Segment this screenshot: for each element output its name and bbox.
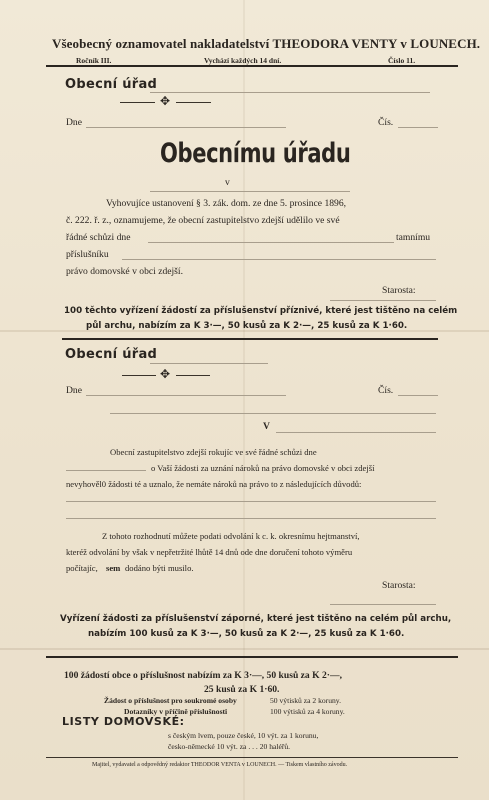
form1-office-title: Obecní úřad — [65, 77, 158, 92]
form1-paragraph: řádné schůzi dne — [66, 232, 131, 243]
ornament-rule — [176, 102, 211, 103]
footer-questionnaire: Dotazníky v příčině příslušnosti — [124, 707, 228, 716]
signature-fill-line — [330, 300, 436, 301]
form2-signature-label: Starosta: — [382, 580, 416, 591]
fill-line — [66, 518, 436, 519]
footer-offer: 25 kusů za K 1·60. — [204, 684, 280, 695]
form1-ad-text: 100 těchto vyřízení žádostí za příslušenství příznivé, které jest tištěno na celém — [64, 306, 458, 316]
imprint-line: Majitel, vydavatel a odpovědný redaktor THEODOR VENTA v LOUNECH. — Tiskem vlastního závodu. — [92, 762, 348, 768]
fill-line — [66, 470, 146, 471]
ornament-rule — [120, 102, 155, 103]
volume-label: Ročník III. — [76, 56, 112, 65]
footer-listy-item: s českým lvem, pouze české, 10 výt. za 1 korunu, — [168, 731, 319, 740]
ornament-rule — [176, 375, 210, 376]
signature-fill-line — [330, 604, 436, 605]
form1-paragraph: Vyhovujíce ustanovení § 3. zák. dom. ze dne 5. prosince 1896, — [106, 198, 347, 209]
fill-line — [150, 92, 430, 93]
form1-paragraph: příslušníku — [66, 249, 109, 260]
fill-line — [66, 501, 436, 502]
footer-private-offer: Žádost o příslušnost pro soukromé osoby — [104, 696, 237, 705]
footer-offer: 100 žádostí obce o příslušnost nabízím za K 3·—, 50 kusů za K 2·—, — [64, 670, 342, 681]
place-fill-line — [150, 191, 350, 192]
date-fill-line — [86, 127, 286, 128]
ornament-icon: ✥ — [160, 94, 171, 108]
form1-date-label: Dne — [66, 117, 82, 128]
imprint-rule — [46, 757, 458, 758]
form2-paragraph: nevyhověl0 žádosti té a uznalo, že nemáte nároků na právo to z následujících důvodů: — [66, 479, 362, 489]
footer-questionnaire-price: 100 výtisků za 4 koruny. — [270, 707, 345, 716]
ornament-icon: ✥ — [160, 367, 171, 381]
fill-line — [148, 242, 394, 243]
section-divider — [62, 338, 438, 340]
form2-appeal-text: Z tohoto rozhodnutí můžete podati odvolání k c. k. okresnímu hejtmanství, — [102, 531, 360, 541]
form1-signature-label: Starosta: — [382, 285, 416, 296]
issue-number: Číslo 11. — [388, 56, 416, 65]
section-divider — [46, 656, 458, 658]
ref-fill-line — [398, 395, 438, 396]
form2-appeal-text: dodáno býti musilo. — [125, 563, 194, 573]
form1-ad-text: půl archu, nabízím za K 3·—, 50 kusů za K 2·—, 25 kusů za K 1·60. — [86, 321, 408, 331]
date-fill-line — [86, 395, 286, 396]
form2-ad-text: Vyřízení žádosti za příslušenství záporné, které jest tištěno na celém půl archu, — [60, 614, 452, 624]
form1-paragraph: tamnímu — [396, 232, 431, 243]
form2-date-label: Dne — [66, 385, 82, 396]
form2-ad-text: nabízím 100 kusů za K 3·—, 50 kusů za K 2·—, 25 kusů za K 1·60. — [88, 629, 405, 639]
form2-appeal-text: počítajíc, — [66, 563, 98, 573]
form2-office-title: Obecní úřad — [65, 347, 158, 362]
fill-line — [122, 259, 436, 260]
form1-addressee-title: Obecnímu úřadu — [160, 138, 351, 169]
form2-appeal-text: kteréž odvolání by však v nepřetržité lhůtě 14 dnů ode dne doručení tohoto výměru — [66, 547, 353, 557]
form2-ref-label: Čís. — [378, 385, 394, 396]
form2-paragraph: o Vaší žádosti za uznání nároků na právo domovské v obci zdejší — [151, 463, 375, 473]
form2-in-label: V — [263, 421, 270, 432]
place-fill-line — [276, 432, 436, 433]
form1-in-label: v — [225, 177, 230, 188]
form1-ref-label: Čís. — [378, 117, 394, 128]
form1-paragraph: č. 222. ř. z., oznamujeme, že obecní zastupitelstvo zdejší udělilo ve své — [66, 215, 340, 226]
issue-frequency: Vychází každých 14 dní. — [204, 56, 282, 65]
form2-appeal-text: sem — [106, 563, 121, 573]
fill-line — [110, 413, 436, 414]
footer-private-price: 50 výtisků za 2 koruny. — [270, 696, 342, 705]
publisher-line: Všeobecný oznamovatel nakladatelství THEODORA VENTY v LOUNECH. — [52, 36, 481, 51]
ornament-rule — [122, 375, 156, 376]
footer-listy-heading: LISTY DOMOVSKÉ: — [62, 715, 185, 728]
footer-listy-item: česko-německé 10 výt. za . . . 20 haléřů. — [168, 742, 291, 751]
ref-fill-line — [398, 127, 438, 128]
header-rule — [46, 65, 458, 67]
form2-paragraph: Obecní zastupitelstvo zdejší rokujíc ve své řádné schůzi dne — [110, 447, 317, 457]
fill-line — [150, 363, 268, 364]
form1-paragraph: právo domovské v obci zdejší. — [66, 266, 183, 277]
